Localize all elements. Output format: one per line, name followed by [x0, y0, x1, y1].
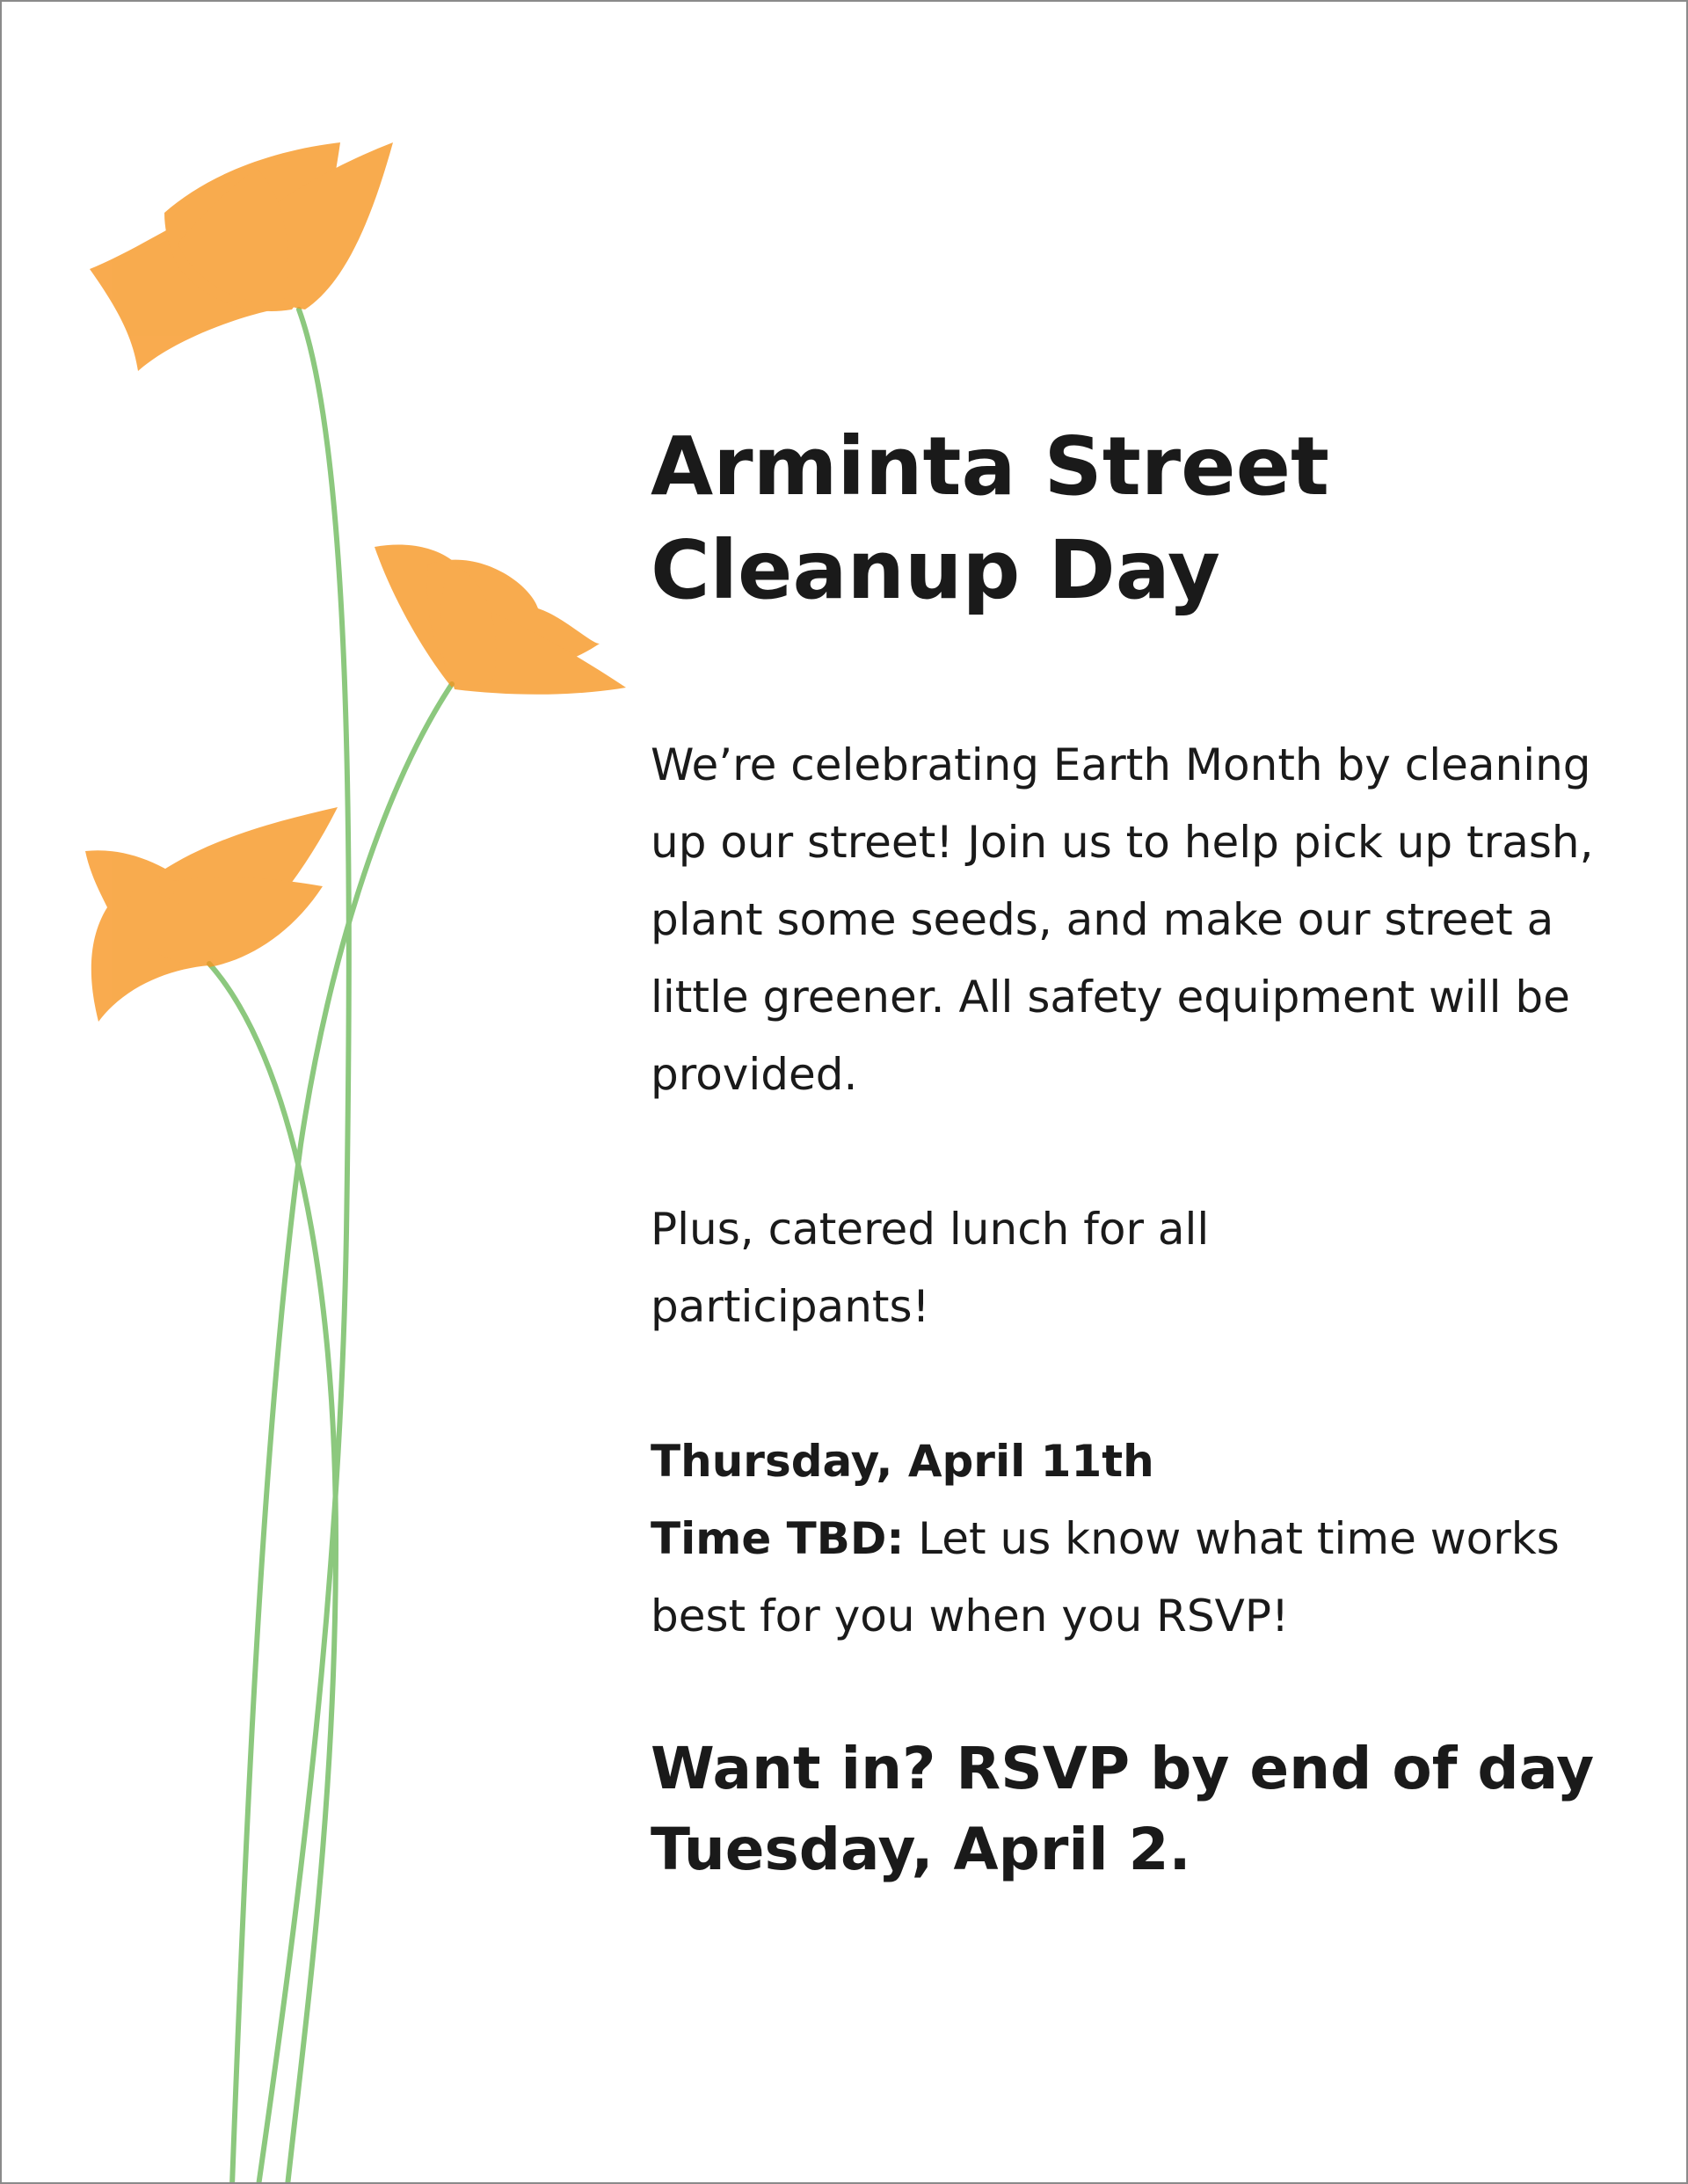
event-when — [651, 1423, 1618, 1655]
poppy-bottom — [85, 807, 338, 1022]
time-label: Time TBD: — [651, 1513, 905, 1564]
lunch-note: Plus, catered lunch for all participants! — [651, 1204, 1210, 1332]
stem-bottom-flower — [209, 964, 336, 2184]
stem-top-flower — [258, 309, 349, 2184]
poppy-middle — [375, 545, 626, 695]
rsvp-call-to-action: Want in? RSVP by end of day Tuesday, April 2. — [651, 1735, 1595, 1883]
event-title — [651, 415, 1635, 622]
intro-paragraph: We’re celebrating Earth Month by cleaning up our street! Join us to help pick up trash, plant some seeds, and make our street a little greener. All safety equipment will be provided. — [651, 739, 1594, 1100]
poppy-illustration — [2, 2, 670, 2184]
event-date: Thursday, April 11th — [651, 1436, 1154, 1487]
title-line-2: Cleanup Day — [651, 523, 1220, 617]
flyer-content — [651, 415, 1635, 1890]
time-text: Let us know what time works best for you when you RSVP! — [651, 1513, 1560, 1642]
poppy-top — [90, 142, 393, 371]
title-line-1: Arminta Street — [651, 419, 1329, 513]
